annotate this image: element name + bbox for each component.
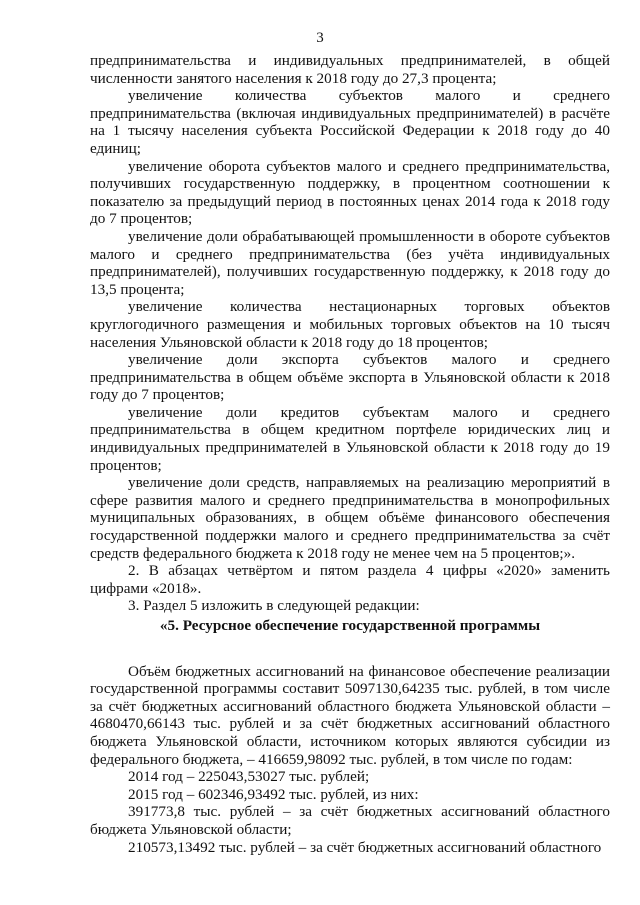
paragraph: 2015 год – 602346,93492 тыс. рублей, из них:	[128, 785, 419, 803]
paragraph: увеличение доли экспорта субъектов малого и среднего предпринимательства в общем объёме экспорта в Ульяновской области к 2018 году до 7 процентов;	[90, 351, 610, 404]
paragraph: Объём бюджетных ассигнований на финансовое обеспечение реализации государственной программы составит 5097130,64235 тыс. рублей, в том числе за счёт бюджетных ассигнований областного бюджета Ульяновской области – 4680470,66143 тыс. рублей и за счёт бюджетных ассигнований областного бюджета Ульяновской области, источником которых являются субсидии из федерального бюджета, – 416659,98092 тыс. рублей, в том числе по годам:	[90, 662, 610, 768]
paragraph: 2. В абзацах четвёртом и пятом раздела 4 цифры «2020» заменить цифрами «2018».	[90, 562, 610, 597]
page-number: 3	[316, 30, 324, 46]
paragraph: увеличение оборота субъектов малого и среднего предпринимательства, получивших государственную поддержку, в процентном соотношении к показателю за предыдущий период в постоянных ценах 2014 года к 2018 году до 7 процентов;	[90, 157, 610, 228]
paragraph: 2014 год – 225043,53027 тыс. рублей;	[128, 768, 370, 786]
paragraph: увеличение количества субъектов малого и среднего предпринимательства (включая индивидуальных предпринимателей) в расчёте на 1 тысячу населения субъекта Российской Федерации к 2018 году до 40 единиц;	[90, 87, 610, 157]
section-heading: «5. Ресурсное обеспечение государственной программы	[159, 617, 541, 634]
paragraph: увеличение количества нестационарных торговых объектов круглогодичного размещения и мобильных торговых объектов на 10 тысяч населения Ульяновской области к 2018 году до 18 процентов;	[90, 298, 610, 351]
paragraph: увеличение доли средств, направляемых на реализацию мероприятий в сфере развития малого и среднего предпринимательства в монопрофильных муниципальных образованиях, в общем объёме финансового обеспечения государственной поддержки малого и среднего предпринимательства за счёт средств федерального бюджета к 2018 году не менее чем на 5 процентов;».	[90, 474, 610, 562]
paragraph: увеличение доли кредитов субъектам малого и среднего предпринимательства в общем кредитном портфеле юридических лиц и индивидуальных предпринимателей в Ульяновской области к 2018 году до 19 процентов;	[90, 403, 610, 474]
paragraph: 3. Раздел 5 изложить в следующей редакции:	[128, 597, 420, 615]
document-body	[90, 52, 610, 856]
paragraph: предпринимательства и индивидуальных предпринимателей, в общей численности занятого населения к 2018 году до 27,3 процента;	[90, 52, 610, 87]
paragraph: 210573,13492 тыс. рублей – за счёт бюджетных ассигнований областного	[128, 838, 602, 856]
paragraph: увеличение доли обрабатывающей промышленности в обороте субъектов малого и среднего предпринимательства (без учёта индивидуальных предпринимателей), получивших государственную поддержку, к 2018 году до 13,5 процента;	[90, 227, 610, 298]
paragraph: 391773,8 тыс. рублей – за счёт бюджетных ассигнований областного бюджета Ульяновской области;	[90, 803, 610, 838]
